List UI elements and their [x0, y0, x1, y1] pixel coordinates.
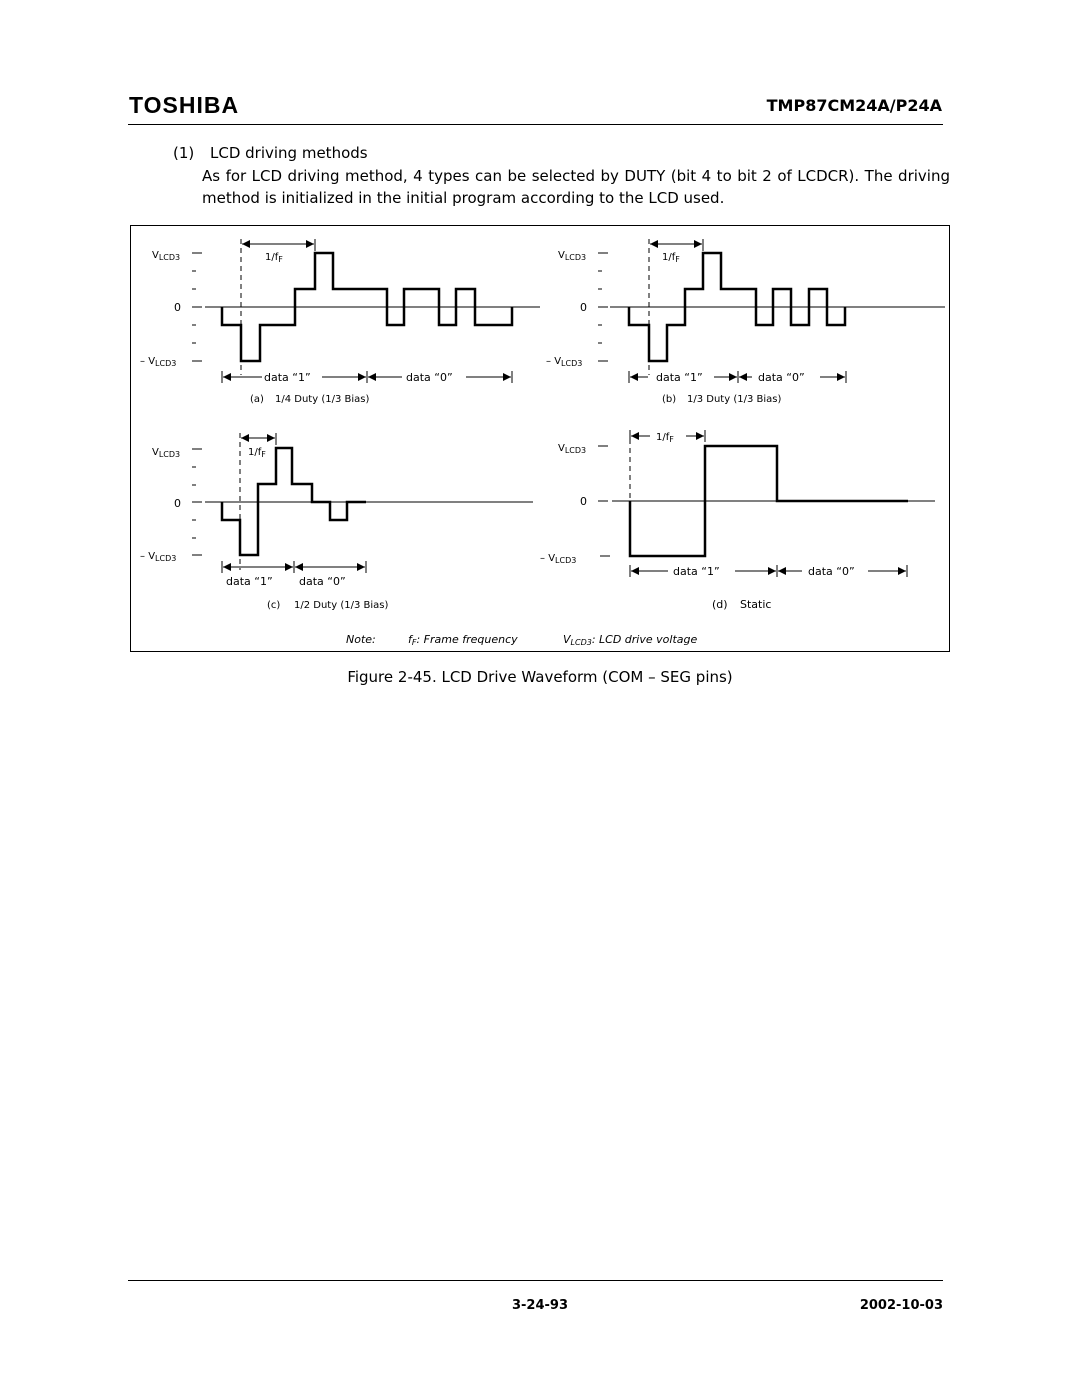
panel-d-data1-label: data “1” [673, 565, 720, 578]
note-vlcd: VLCD3: LCD drive voltage [563, 633, 698, 647]
panel-a-data1-label: data “1” [264, 371, 311, 384]
header-divider [128, 124, 943, 125]
panel-d-period-label: $1/f_F$ [656, 432, 674, 444]
footer-divider [128, 1280, 943, 1281]
panel-b [546, 239, 945, 405]
panel-b-data1-label: data “1” [656, 371, 703, 384]
document-date: 2002-10-03 [859, 1298, 943, 1313]
section-paragraph: As for LCD driving method, 4 types can be selected by DUTY (bit 4 to bit 2 of LCDCR). The driving method is initialized in the initial program according to the LCD used. [202, 167, 950, 207]
part-number: TMP87CM24A/P24A [766, 96, 942, 115]
panel-a-neg-vlcd3-label: – $V_{LCD3}$ [140, 356, 177, 368]
panel-c-zero-label: 0 [174, 497, 181, 510]
panel-c-id: (c) [267, 600, 281, 611]
panel-d-id: (d) [712, 598, 728, 611]
panel-a-title: 1/4 Duty (1/3 Bias) [275, 394, 370, 405]
panel-c-neg-vlcd3-label: – $V_{LCD3}$ [140, 551, 177, 563]
panel-a-id: (a) [250, 394, 264, 405]
toshiba-logo: TOSHIBA [129, 92, 240, 118]
panel-c-period-label: $1/f_F$ [248, 447, 266, 459]
panel-c-title: 1/2 Duty (1/3 Bias) [294, 600, 389, 611]
panel-d-zero-label: 0 [580, 495, 587, 508]
panel-b-period-label: $1/f_F$ [662, 252, 680, 264]
panel-c-data1-label: data “1” [226, 575, 273, 588]
panel-b-vlcd3-label: $V_{LCD3}$ [558, 250, 587, 262]
panel-a-period-label: $1/f_F$ [265, 252, 283, 264]
figure-caption: Figure 2-45. LCD Drive Waveform (COM – SEG pins) [347, 668, 733, 686]
note-ff: fF: Frame frequency [408, 633, 518, 647]
panel-b-title: 1/3 Duty (1/3 Bias) [687, 394, 782, 405]
panel-d-vlcd3-label: $V_{LCD3}$ [558, 443, 587, 455]
panel-c [140, 433, 533, 611]
panel-b-neg-vlcd3-label: – $V_{LCD3}$ [546, 356, 583, 368]
panel-d-title: Static [740, 598, 772, 611]
section-title: LCD driving methods [210, 144, 368, 162]
panel-c-data0-label: data “0” [299, 575, 346, 588]
panel-a-data0-label: data “0” [406, 371, 453, 384]
panel-d-neg-vlcd3-label: – $V_{LCD3}$ [540, 553, 577, 565]
lcd-waveform-figure [130, 225, 950, 652]
panel-d-data0-label: data “0” [808, 565, 855, 578]
note-label: Note: [346, 633, 376, 646]
figure-note [346, 633, 697, 647]
panel-b-id: (b) [662, 394, 677, 405]
panel-d [540, 430, 935, 611]
panel-c-vlcd3-label: $V_{LCD3}$ [152, 447, 181, 459]
panel-b-zero-label: 0 [580, 301, 587, 314]
panel-a-vlcd3-label: $V_{LCD3}$ [152, 250, 181, 262]
panel-a [140, 239, 540, 405]
page-number: 3-24-93 [511, 1298, 569, 1313]
panel-b-data0-label: data “0” [758, 371, 805, 384]
section-number: (1) [173, 144, 195, 162]
panel-a-zero-label: 0 [174, 301, 181, 314]
